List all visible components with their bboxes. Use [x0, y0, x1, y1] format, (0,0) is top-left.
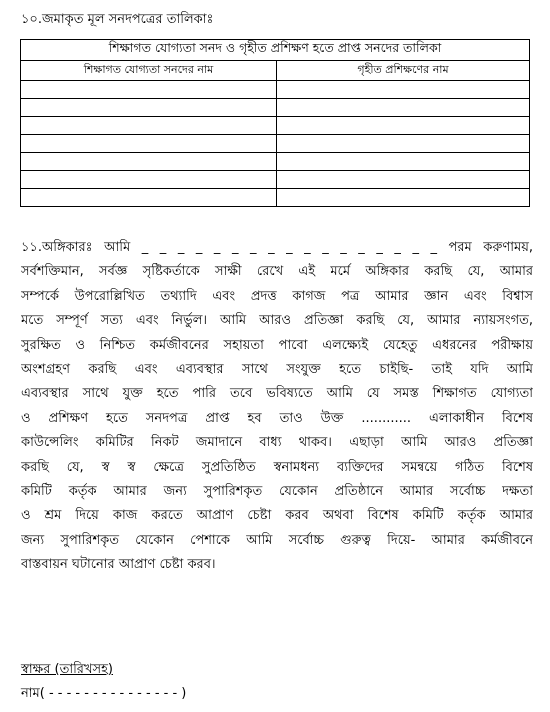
- pledge-line: কমিটি কর্তৃক আমার জন্য সুপারিশকৃত যেকোন প্রতিষ্ঠানে আমার সর্বোচ্চ দক্ষতা: [21, 484, 533, 500]
- pledge-line: ও প্রশিক্ষণ হতে সনদপত্র প্রাপ্ত হব তাও উক্ত ............ এলাকাধীন বিশেষ: [21, 410, 533, 426]
- pledge-line: এব্যবস্থার সাথে যুক্ত হতে পারি তবে ভবিষ্যতে আমি যে সমস্ত শিক্ষাগত যোগ্যতা: [21, 386, 533, 402]
- table-caption-row: [21, 40, 530, 61]
- table-cell[interactable]: [277, 135, 530, 153]
- section-10-title: ১০.জমাকৃত মূল সনদপত্রের তালিকাঃ: [21, 12, 214, 27]
- table-row: [21, 153, 530, 171]
- column-header-education-certificate: শিক্ষাগত যোগ্যতা সনদের নাম: [21, 61, 277, 81]
- table-cell[interactable]: [21, 189, 277, 207]
- name-field[interactable]: নাম( - - - - - - - - - - - - - - - ): [21, 686, 187, 701]
- table-cell[interactable]: [277, 171, 530, 189]
- table-caption: শিক্ষাগত যোগ্যতা সনদ ও গৃহীত প্রশিক্ষণ হতে প্রাপ্ত সনদের তালিকা: [21, 40, 530, 61]
- column-header-training-name: গৃহীত প্রশিক্ষণের নাম: [277, 61, 530, 81]
- pledge-line: জন্য সুপারিশকৃত যেকোন পেশাকে আমি সর্বোচ্চ গুরুত্ব দিয়ে- আমার কর্মজীবনে: [21, 532, 533, 548]
- pledge-line: অংশগ্রহণ করছি এবং এব্যবস্থার সাথে সংযুক্ত হতে চাইছি- তাই যদি আমি: [21, 362, 533, 378]
- pledge-line: ও শ্রম দিয়ে কাজ করতে আপ্রাণ চেষ্টা করব অথবা বিশেষ কমিটি কর্তৃক আমার: [21, 508, 533, 524]
- signature-label: স্বাক্ষর (তারিখসহ): [21, 662, 113, 677]
- table-row: [21, 99, 530, 117]
- table-row: [21, 189, 530, 207]
- certificate-list-table: [20, 39, 530, 207]
- pledge-line: সুরক্ষিত ও নিশ্চিত কর্মজীবনের সহায়তা পাবো এলক্ষ্যেই যেহেতু এধরনের পরীক্ষায়: [21, 337, 533, 353]
- table-cell[interactable]: [277, 153, 530, 171]
- table-cell[interactable]: [21, 99, 277, 117]
- table-row: [21, 171, 530, 189]
- table-cell[interactable]: [277, 189, 530, 207]
- table-cell[interactable]: [21, 153, 277, 171]
- pledge-line: মতে সম্পূর্ণ সত্য এবং নির্ভুল। আমি আরও প্রতিজ্ঞা করছি যে, আমার ন্যায়সংগত,: [21, 313, 533, 329]
- table-row: [21, 135, 530, 153]
- table-row: [21, 81, 530, 99]
- pledge-line: ১১.অঙ্গিকারঃ আমি _ _ _ _ _ _ _ _ _ _ _ _ _ _ _ _ _ পরম করুণাময়,: [21, 240, 533, 255]
- table-cell[interactable]: [277, 117, 530, 135]
- table-cell[interactable]: [277, 99, 530, 117]
- table-row: [21, 117, 530, 135]
- pledge-line: করছি যে, স্ব স্ব ক্ষেত্রে সুপ্রতিষ্ঠিত স্বনামধন্য ব্যক্তিদের সমন্বয়ে গঠিত বিশেষ: [21, 459, 533, 475]
- table-cell[interactable]: [21, 171, 277, 189]
- pledge-line: সম্পর্কে উপরোল্লিখিত তথ্যাদি এবং প্রদত্ত কাগজ পত্র আমার জ্ঞান এবং বিশ্বাস: [21, 288, 533, 304]
- table-header-row: [21, 61, 530, 81]
- pledge-line: বাস্তবায়ন ঘটানোর আপ্রাণ চেষ্টা করব।: [21, 557, 216, 573]
- pledge-line: সর্বশক্তিমান, সর্বজ্ঞ সৃষ্টিকর্তাকে সাক্ষী রেখে এই মর্মে অঙ্গিকার করছি যে, আমার: [21, 264, 533, 280]
- table-cell[interactable]: [21, 117, 277, 135]
- table-cell[interactable]: [21, 135, 277, 153]
- pledge-line: কাউন্সেলিং কমিটির নিকট জমাদানে বাধ্য থাকব। এছাড়া আমি আরও প্রতিজ্ঞা: [21, 435, 533, 451]
- table-cell[interactable]: [277, 81, 530, 99]
- pledge-paragraph: [21, 236, 533, 578]
- table-cell[interactable]: [21, 81, 277, 99]
